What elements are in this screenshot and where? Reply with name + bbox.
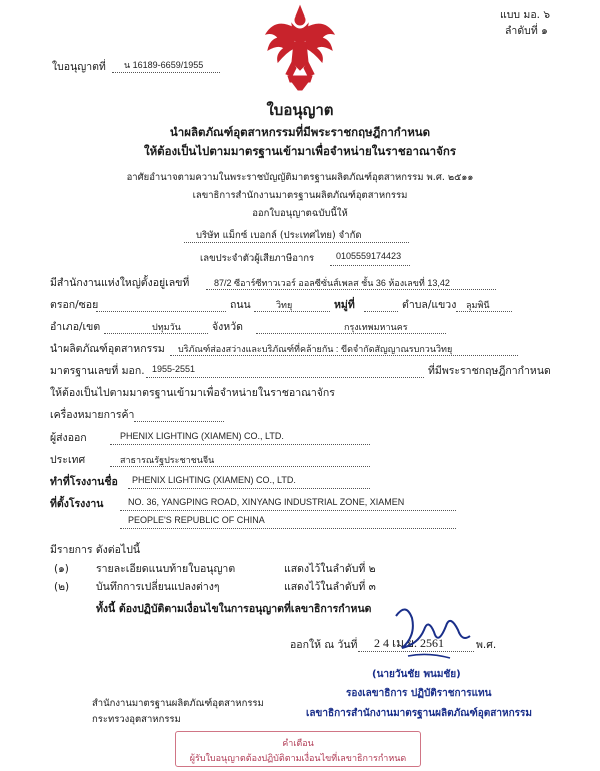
warning-text: ผู้รับใบอนุญาตต้องปฏิบัติตามเงื่อนไขที่เลขาธิการกำหนด bbox=[189, 754, 407, 764]
location-value-line1: NO. 36, YANGPING ROAD, XINYANG INDUSTRIAL ZONE, XIAMEN bbox=[128, 497, 405, 507]
signatory-position1: รองเลขาธิการ ปฏิบัติราชการแทน bbox=[346, 688, 492, 699]
license-no-label: ใบอนุญาตที่ bbox=[52, 61, 106, 73]
factory-label: ทำที่โรงงานชื่อ bbox=[50, 476, 118, 488]
heading-line2: ให้ต้องเป็นไปตามมาตรฐานเข้ามาเพื่อจำหน่ายในราชอาณาจักร bbox=[143, 144, 457, 158]
district-value: ปทุมวัน bbox=[152, 322, 181, 332]
issue-era: พ.ศ. bbox=[476, 639, 497, 651]
warning-title: คำเตือน bbox=[282, 739, 314, 749]
garuda-emblem-icon bbox=[262, 4, 338, 92]
road-value: วิทยุ bbox=[276, 300, 293, 310]
appendix-item-num: (๒) bbox=[54, 581, 70, 593]
appendix-item-ref: แสดงไว้ในลำดับที่ ๓ bbox=[284, 581, 376, 593]
signature-mark-icon bbox=[388, 596, 478, 668]
license-no-value: น 16189-6659/1955 bbox=[124, 60, 204, 70]
company-name: บริษัท แม็กซ์ เบอกล์ (ประเทศไทย) จำกัด bbox=[196, 230, 362, 241]
subdistrict-value: ลุมพินี bbox=[466, 300, 490, 310]
signatory-name: (นายวันชัย พนมชัย) bbox=[372, 669, 461, 680]
warning-box bbox=[175, 731, 421, 767]
factory-value: PHENIX LIGHTING (XIAMEN) CO., LTD. bbox=[132, 475, 296, 485]
exporter-label: ผู้ส่งออก bbox=[50, 432, 87, 444]
province-value: กรุงเทพมหานคร bbox=[344, 322, 408, 332]
heading-line1: นำผลิตภัณฑ์อุตสาหกรรมที่มีพระราชกฤษฎีกากำหนด bbox=[169, 125, 431, 139]
appendix-item-text: รายละเอียดแนบท้ายใบอนุญาต bbox=[96, 563, 236, 575]
document-title: ใบอนุญาต bbox=[266, 101, 334, 119]
product-value: บริภัณฑ์ส่องสว่างและบริภัณฑ์ที่คล้ายกัน : ขีดจำกัดสัญญาณรบกวนวิทยุ bbox=[178, 344, 453, 354]
country-value: สาธารณรัฐประชาชนจีน bbox=[120, 455, 215, 465]
appendix-item-num: (๑) bbox=[54, 563, 69, 575]
alley-label: ตรอก/ซอย bbox=[50, 299, 99, 311]
office-line2: กระทรวงอุตสาหกรรม bbox=[92, 714, 181, 725]
road-label: ถนน bbox=[230, 299, 251, 311]
heading-line5: ออกใบอนุญาตฉบับนี้ให้ bbox=[252, 208, 348, 219]
location-value-line2: PEOPLE'S REPUBLIC OF CHINA bbox=[128, 515, 265, 525]
condition-line: ทั้งนี้ ต้องปฏิบัติตามเงื่อนไขในการอนุญาตที่เลขาธิการกำหนด bbox=[96, 603, 372, 615]
issue-date: 2 4 เม.ย. 2561 bbox=[374, 636, 445, 650]
appendix-item-text: บันทึกการเปลี่ยนแปลงต่างๆ bbox=[96, 581, 220, 593]
office-line1: สำนักงานมาตรฐานผลิตภัณฑ์อุตสาหกรรม bbox=[92, 698, 264, 709]
moo-label: หมู่ที่ bbox=[334, 299, 355, 311]
tax-id-value: 0105559174423 bbox=[336, 251, 402, 261]
product-label: นำผลิตภัณฑ์อุตสาหกรรม bbox=[50, 343, 165, 355]
exporter-value: PHENIX LIGHTING (XIAMEN) CO., LTD. bbox=[120, 431, 284, 441]
standard-value: 1955-2551 bbox=[152, 364, 196, 374]
trademark-label: เครื่องหมายการค้า bbox=[50, 409, 135, 421]
province-label: จังหวัด bbox=[212, 321, 243, 333]
location-label: ที่ตั้งโรงงาน bbox=[50, 498, 104, 510]
subdistrict-label: ตำบล/แขวง bbox=[402, 299, 457, 311]
conform-line: ให้ต้องเป็นไปตามมาตรฐานเข้ามาเพื่อจำหน่ายในราชอาณาจักร bbox=[50, 387, 335, 399]
office-label: มีสำนักงานแห่งใหญ่ตั้งอยู่เลขที่ bbox=[50, 277, 190, 289]
issue-label: ออกให้ ณ วันที่ bbox=[290, 639, 358, 651]
appendix-item-ref: แสดงไว้ในลำดับที่ ๒ bbox=[284, 563, 376, 575]
heading-line3: อาศัยอำนาจตามความในพระราชบัญญัติมาตรฐานผลิตภัณฑ์อุตสาหกรรม พ.ศ. ๒๕๑๑ bbox=[126, 172, 474, 183]
form-sequence: ลำดับที่ ๑ bbox=[505, 25, 548, 37]
signatory-position2: เลขาธิการสำนักงานมาตรฐานผลิตภัณฑ์อุตสาหกรรม bbox=[306, 708, 532, 719]
heading-line4: เลขาธิการสำนักงานมาตรฐานผลิตภัณฑ์อุตสาหกรรม bbox=[192, 190, 408, 201]
district-label: อำเภอ/เขต bbox=[50, 321, 101, 333]
standard-label: มาตรฐานเลขที่ มอก. bbox=[50, 365, 145, 377]
office-value: 87/2 ซีอาร์ซีทาวเวอร์ ออลซีซั่นส์เพลส ชั้น 36 ห้องเลขที่ 13,42 bbox=[214, 278, 450, 288]
appendix-heading: มีรายการ ดังต่อไปนี้ bbox=[50, 544, 141, 556]
tax-id-label: เลขประจำตัวผู้เสียภาษีอากร bbox=[200, 253, 315, 264]
form-code: แบบ มอ. ๖ bbox=[500, 9, 551, 21]
standard-tail: ที่มีพระราชกฤษฎีกากำหนด bbox=[428, 365, 551, 377]
country-label: ประเทศ bbox=[50, 454, 86, 466]
